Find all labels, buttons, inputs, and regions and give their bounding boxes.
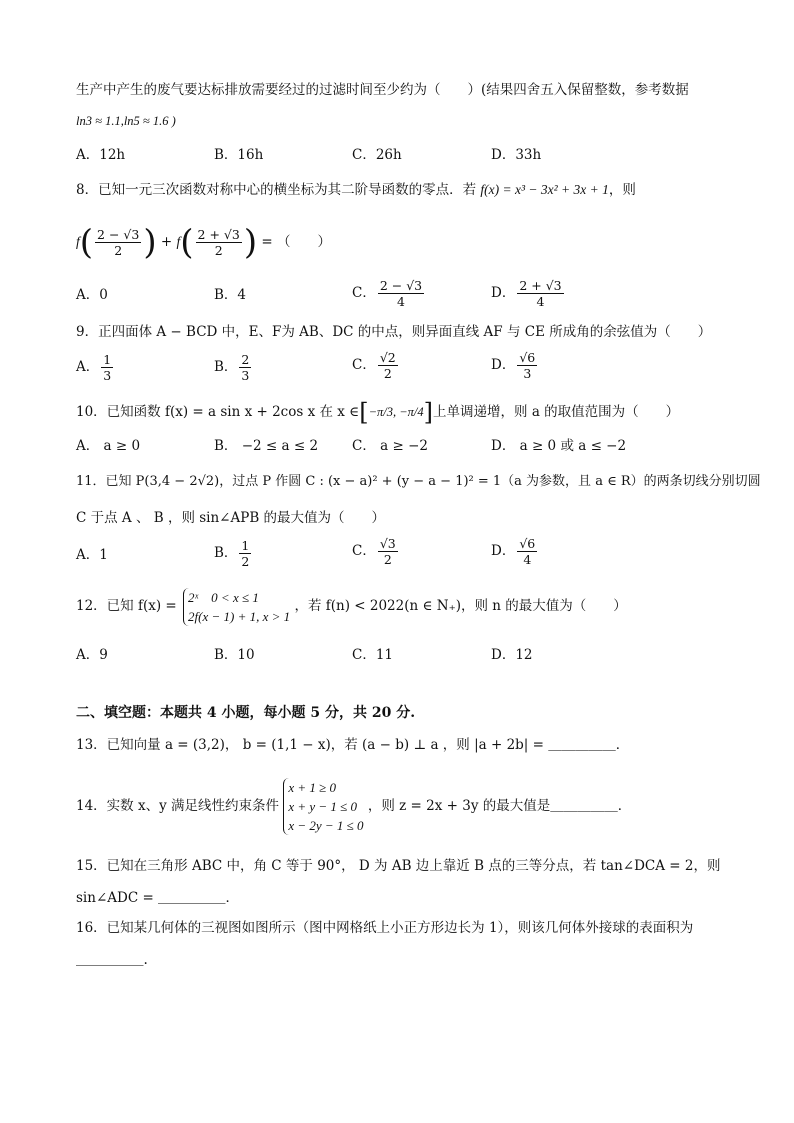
q9-stem: 9．正四面体 A − BCD 中，E、F为 AB、DC 的中点，则异面直线 AF 与 CE 所成角的余弦值为（ ）	[76, 324, 712, 340]
q8-stem: 8．已知一元三次函数对称中心的横坐标为其二阶导函数的零点．若 f(x) = x³ − 3x² + 3x + 1，则	[76, 182, 636, 198]
q7-option-d: D．33h	[491, 147, 542, 163]
q9-option-d: D． $\frac{√6}{3}$	[491, 350, 536, 381]
q11-option-b: B． $\frac{1}{2}$	[214, 538, 250, 569]
q7-option-a: A．12h	[76, 147, 126, 163]
q12-stem: 12．已知 f(x) = 2ˣ 0 < x ≤ 1 2f(x − 1) + 1, x > 1 ，若 f(n) < 2022(n ∈ N₊)，则 n 的最大值为（ ）	[76, 589, 627, 624]
q11-line1: 11．已知 P(3,4 − 2√2)，过点 P 作圆 C : (x − a)² + (y − a − 1)² = 1（a 为参数，且 a ∈ R）的两条切线分别切圆	[76, 474, 761, 489]
q12-option-b: B．10	[214, 647, 255, 663]
q11-option-c: C． $\frac{√3}{2}$	[352, 536, 396, 567]
q9-option-b: B． $\frac{2}{3}$	[214, 352, 250, 383]
q10-stem: 10．已知函数 f(x) = a sin x + 2cos x 在 x ∈[−π/3, −π/4]上单调递增，则 a 的取值范围为（ ）	[76, 398, 680, 427]
q15-line1: 15．已知在三角形 ABC 中，角 C 等于 90°， D 为 AB 边上靠近 B 点的三等分点，若 tan∠DCA = 2，则	[76, 858, 721, 874]
q8-option-d: D． $\frac{2 + √3}{4}$	[491, 278, 562, 309]
q9-option-a: A． $\frac{1}{3}$	[76, 352, 112, 383]
q10-option-b: B． −2 ≤ a ≤ 2	[214, 438, 319, 454]
q8-option-b: B．4	[214, 287, 247, 303]
q7-option-b: B．16h	[214, 147, 264, 163]
q10-option-a: A． a ≥ 0	[76, 438, 141, 454]
q13-stem: 13．已知向量 a = (3,2)， b = (1,1 − x)，若 (a − b) ⊥ a ，则 |a + 2b| = ＿＿＿＿＿．	[76, 737, 630, 753]
q8-option-c: C． $\frac{2 - √3}{4}$	[352, 278, 423, 309]
q7-line1: 生产中产生的废气要达标排放需要经过的过滤时间至少约为（ ）(结果四舍五入保留整数，参考数据	[76, 82, 689, 98]
q16-line1: 16．已知某几何体的三视图如图所示（图中网格纸上小正方形边长为 1），则该几何体外接球的表面积为	[76, 920, 694, 936]
q14-stem: 14．实数 x、y 满足线性约束条件 x + 1 ≥ 0 x + y − 1 ≤ 0 x − 2y − 1 ≤ 0 ，则 z = 2x + 3y 的最大值是＿＿＿＿＿．	[76, 780, 632, 833]
q8-option-a: A．0	[76, 287, 108, 303]
q9-option-c: C． $\frac{√2}{2}$	[352, 350, 396, 381]
q7-option-c: C．26h	[352, 147, 402, 163]
q11-option-d: D． $\frac{√6}{4}$	[491, 536, 536, 567]
q12-option-c: C．11	[352, 647, 394, 663]
q8-expression: f( $\frac{2 - √3}{2}$ ) + f( $\frac{2 + √3}{2}$ ) = （ ）	[76, 222, 331, 263]
q10-option-d: D． a ≥ 0 或 a ≤ −2	[491, 438, 627, 454]
section-fill-in-title: 二、填空题：本题共 4 小题，每小题 5 分，共 20 分.	[76, 705, 416, 721]
q10-option-c: C． a ≥ −2	[352, 438, 428, 454]
q12-option-d: D．12	[491, 647, 533, 663]
q16-line2: ＿＿＿＿＿.	[76, 952, 148, 968]
q12-option-a: A．9	[76, 647, 108, 663]
q11-option-a: A．1	[76, 547, 108, 563]
q7-line2: ln3 ≈ 1.1,ln5 ≈ 1.6 )	[76, 114, 176, 128]
q11-line2: C 于点 A 、 B ，则 sin∠APB 的最大值为（ ）	[76, 510, 386, 526]
q15-line2: sin∠ADC = ＿＿＿＿＿．	[76, 890, 240, 906]
